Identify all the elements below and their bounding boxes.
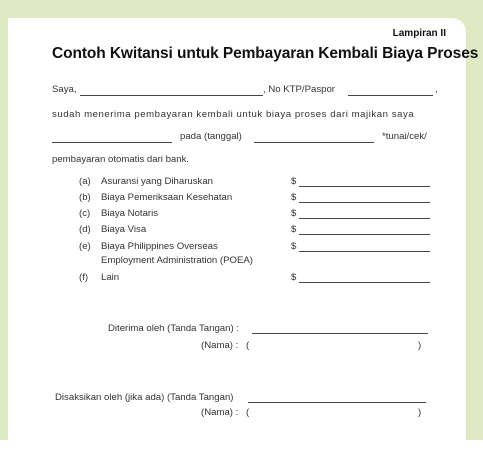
received-signature-line[interactable] (252, 333, 428, 334)
paren-open-2: ( (246, 407, 250, 418)
amount-blank-line[interactable] (299, 234, 430, 235)
item-label: Biaya Visa (101, 224, 147, 235)
ktp-blank-line[interactable] (348, 95, 433, 96)
item-label: Biaya Philippines Overseas (101, 241, 218, 252)
item-letter: (d) (79, 224, 91, 235)
item-label: Biaya Pemeriksaan Kesehatan (101, 192, 233, 203)
paren-close-1: ) (418, 340, 422, 351)
witness-signature-line[interactable] (248, 402, 426, 403)
amount-blank-line[interactable] (299, 282, 430, 283)
item-letter: (a) (79, 176, 91, 187)
item-letter: (c) (79, 208, 91, 219)
item-label: Lain (101, 272, 120, 283)
name-label-2: (Nama) : (201, 407, 239, 418)
document-title: Contoh Kwitansi untuk Pembayaran Kembali Biaya Proses (52, 45, 479, 62)
currency-symbol: $ (291, 224, 297, 235)
amount-blank-line[interactable] (299, 202, 430, 203)
intro-date-label: pada (tanggal) (180, 131, 242, 142)
name-label-1: (Nama) : (201, 340, 239, 351)
received-by-label: Diterima oleh (Tanda Tangan) : (108, 323, 240, 334)
currency-symbol: $ (291, 241, 297, 252)
currency-symbol: $ (291, 192, 297, 203)
name-blank-line[interactable] (80, 95, 263, 96)
appendix-label: Lampiran II (392, 28, 446, 39)
paren-open-1: ( (246, 340, 250, 351)
witnessed-by-label: Disaksikan oleh (jika ada) (Tanda Tangan) (55, 392, 234, 403)
currency-symbol: $ (291, 208, 297, 219)
item-letter: (e) (79, 241, 91, 252)
currency-symbol: $ (291, 176, 297, 187)
intro-received-text: sudah menerima pembayaran kembali untuk biaya proses dari majikan saya (52, 109, 415, 120)
intro-ktp-label: , No KTP/Paspor (263, 84, 335, 95)
intro-method: *tunai/cek/ (382, 131, 427, 142)
item-label: Biaya Notaris (101, 208, 159, 219)
amount-blank-line[interactable] (299, 186, 430, 187)
intro-comma: , (435, 84, 438, 95)
intro-saya: Saya, (52, 84, 77, 95)
item-label: Asuransi yang Diharuskan (101, 176, 213, 187)
amount-blank-line[interactable] (299, 251, 430, 252)
employer-blank-line[interactable] (52, 142, 172, 143)
currency-symbol: $ (291, 272, 297, 283)
amount-blank-line[interactable] (299, 218, 430, 219)
item-letter: (f) (79, 272, 89, 283)
item-label-line2: Employment Administration (POEA) (101, 255, 253, 266)
date-blank-line[interactable] (254, 142, 374, 143)
intro-method-cont: pembayaran otomatis dari bank. (52, 154, 190, 165)
paren-close-2: ) (418, 407, 422, 418)
document-page (8, 18, 479, 458)
item-letter: (b) (79, 192, 91, 203)
